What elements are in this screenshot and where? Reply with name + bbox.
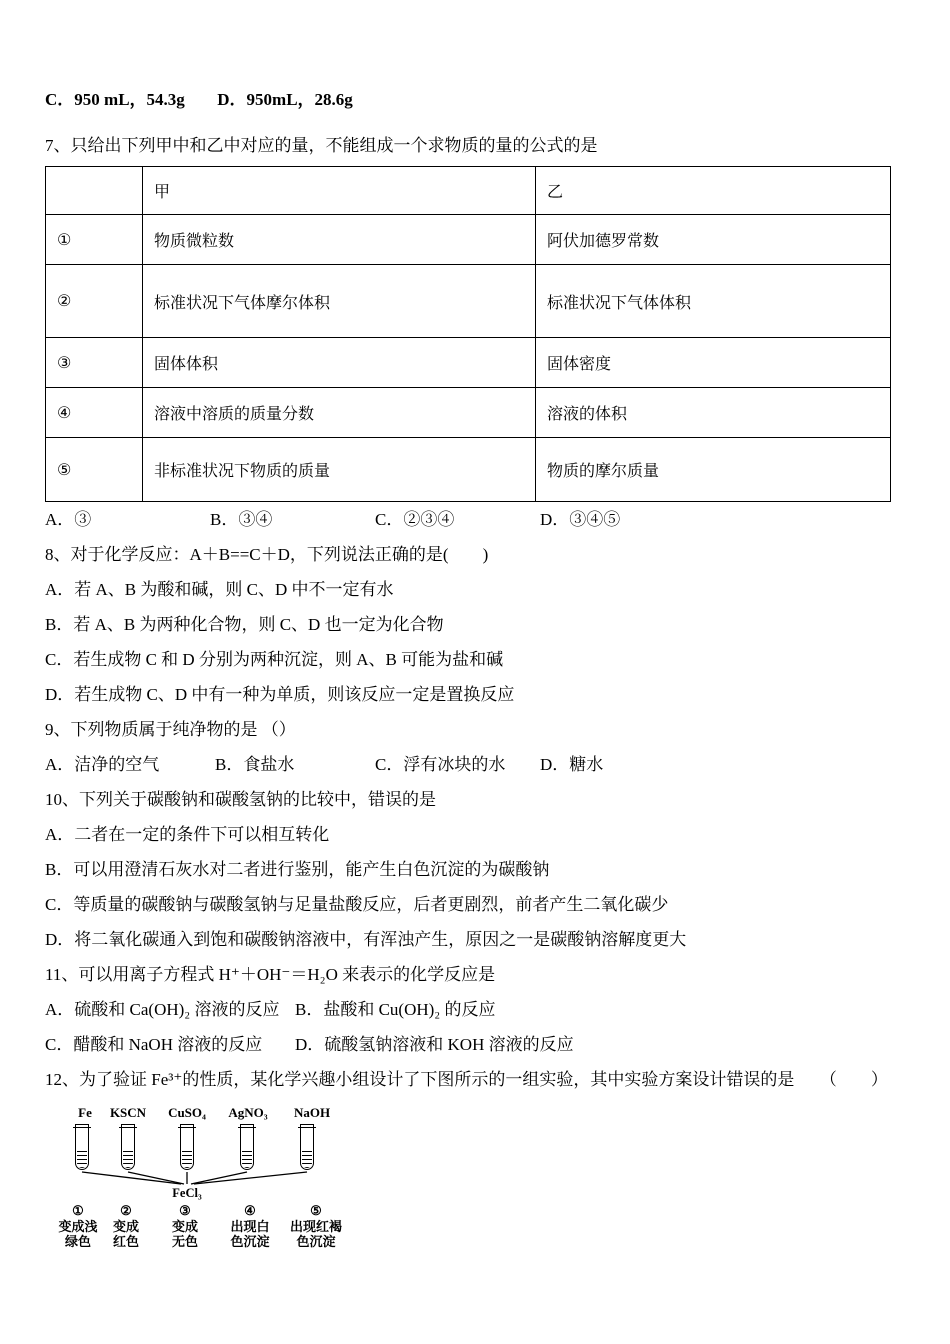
result-5-num: ⑤ bbox=[310, 1203, 322, 1218]
q11-options-cd bbox=[45, 1027, 890, 1062]
q7-stem: 7、只给出下列甲中和乙中对应的量，不能组成一个求物质的量的公式的是 bbox=[45, 136, 598, 155]
q11-options-ab bbox=[45, 992, 890, 1027]
q7-header-blank bbox=[46, 167, 143, 215]
q7-row2-yi: 标准状况下气体体积 bbox=[536, 265, 891, 338]
reagent-label-naoh: NaOH bbox=[293, 1105, 331, 1120]
tube-liquid bbox=[302, 1149, 312, 1168]
q7-row3-yi: 固体密度 bbox=[536, 338, 891, 388]
reagent-label-kscn: KSCN bbox=[109, 1105, 147, 1120]
q8-option-c: C．若生成物 C 和 D 分别为两种沉淀，则 A、B 可能为盐和碱 bbox=[45, 650, 504, 669]
reagent-label-cuso4: CuSO₄ bbox=[168, 1105, 206, 1120]
q7-row2-jia: 标准状况下气体摩尔体积 bbox=[143, 265, 536, 338]
result-1-num: ① bbox=[72, 1203, 84, 1218]
q9-option-a: A．洁净的空气 bbox=[45, 755, 160, 774]
result-3-text1: 变成 bbox=[171, 1218, 198, 1234]
q7-row2-num: ② bbox=[46, 265, 143, 338]
table-row bbox=[46, 265, 891, 338]
q8-option-b: B．若 A、B 为两种化合物，则 C、D 也一定为化合物 bbox=[45, 615, 444, 634]
q11-option-c: C．醋酸和 NaOH 溶液的反应 bbox=[45, 1035, 263, 1054]
reagent-label-agno3: AgNO₃ bbox=[228, 1105, 268, 1120]
q7-row3-jia: 固体体积 bbox=[143, 338, 536, 388]
result-5 bbox=[276, 1203, 356, 1250]
test-tube-5 bbox=[300, 1124, 314, 1170]
q7-option-a: A．③ bbox=[45, 510, 92, 529]
tube-liquid bbox=[123, 1149, 133, 1168]
result-1-text2: 绿色 bbox=[64, 1234, 91, 1249]
q9-option-b: B．食盐水 bbox=[215, 755, 295, 774]
table-row bbox=[46, 438, 891, 502]
test-tube-4 bbox=[240, 1124, 254, 1170]
q8-option-a: A．若 A、B 为酸和碱，则 C、D 中不一定有水 bbox=[45, 580, 394, 599]
q7-header-jia: 甲 bbox=[143, 167, 536, 215]
reagent-label-fe: Fe bbox=[78, 1105, 92, 1120]
prev-option-c: C．950 mL，54.3g bbox=[45, 90, 185, 109]
q9-options bbox=[45, 747, 890, 782]
q7-row5-yi: 物质的摩尔质量 bbox=[536, 438, 891, 502]
result-5-text2: 色沉淀 bbox=[296, 1234, 336, 1249]
q10-stem: 10、下列关于碳酸钠和碳酸氢钠的比较中，错误的是 bbox=[45, 790, 436, 809]
table-row bbox=[46, 215, 891, 265]
q12-stem: 12、为了验证 Fe³⁺的性质，某化学兴趣小组设计了下图所示的一组实验，其中实验方案设计错误的是 （ ） bbox=[45, 1070, 888, 1089]
tube-liquid bbox=[182, 1149, 192, 1168]
q9-option-d: D．糖水 bbox=[540, 755, 604, 774]
q12-experiment-diagram bbox=[60, 1106, 400, 1256]
test-tube-3 bbox=[180, 1124, 194, 1170]
q7-option-c: C．②③④ bbox=[375, 510, 455, 529]
test-tube-2 bbox=[121, 1124, 135, 1170]
prev-option-d: D．950mL，28.6g bbox=[217, 90, 353, 109]
q8-stem: 8、对于化学反应：A＋B==C＋D，下列说法正确的是( ) bbox=[45, 545, 489, 564]
result-2-text2: 红色 bbox=[112, 1234, 139, 1249]
tube-liquid bbox=[77, 1149, 87, 1168]
result-4-num: ④ bbox=[244, 1203, 256, 1218]
q10-option-a: A．二者在一定的条件下可以相互转化 bbox=[45, 825, 330, 844]
q8-option-d: D．若生成物 C、D 中有一种为单质，则该反应一定是置换反应 bbox=[45, 685, 515, 704]
result-5-text1: 出现红褐 bbox=[289, 1218, 342, 1234]
q7-row3-num: ③ bbox=[46, 338, 143, 388]
q7-row4-yi: 溶液的体积 bbox=[536, 388, 891, 438]
q11-option-d: D．硫酸氢钠溶液和 KOH 溶液的反应 bbox=[295, 1035, 574, 1054]
q10-option-c: C．等质量的碳酸钠与碳酸氢钠与足量盐酸反应，后者更剧烈，前者产生二氧化碳少 bbox=[45, 895, 669, 914]
result-4-text2: 色沉淀 bbox=[230, 1234, 270, 1249]
table-row bbox=[46, 388, 891, 438]
result-2-num: ② bbox=[120, 1203, 132, 1218]
result-4-text1: 出现白 bbox=[230, 1218, 270, 1234]
q10-option-d: D．将二氧化碳通入到饱和碳酸钠溶液中，有浑浊产生，原因之一是碳酸钠溶解度更大 bbox=[45, 930, 687, 949]
result-2-text1: 变成 bbox=[112, 1218, 139, 1234]
q7-row4-num: ④ bbox=[46, 388, 143, 438]
q7-table-header-row bbox=[46, 167, 891, 215]
fecl3-label: FeCl₃ bbox=[172, 1186, 202, 1200]
q11-stem: 11、可以用离子方程式 H⁺＋OH⁻＝H₂O 来表示的化学反应是 bbox=[45, 965, 496, 984]
table-row bbox=[46, 338, 891, 388]
q7-header-yi: 乙 bbox=[536, 167, 891, 215]
q7-row5-num: ⑤ bbox=[46, 438, 143, 502]
q7-row1-num: ① bbox=[46, 215, 143, 265]
result-1-text1: 变成浅 bbox=[58, 1218, 98, 1234]
q11-option-b: B．盐酸和 Cu(OH)₂ 的反应 bbox=[295, 1000, 496, 1019]
q9-option-c: C．浮有冰块的水 bbox=[375, 755, 506, 774]
q7-row1-jia: 物质微粒数 bbox=[143, 215, 536, 265]
test-tube-1 bbox=[75, 1124, 89, 1170]
q7-row4-jia: 溶液中溶质的质量分数 bbox=[143, 388, 536, 438]
tube-liquid bbox=[242, 1149, 252, 1168]
q7-row5-jia: 非标准状况下物质的质量 bbox=[143, 438, 536, 502]
q10-option-b: B．可以用澄清石灰水对二者进行鉴别，能产生白色沉淀的为碳酸钠 bbox=[45, 860, 550, 879]
q7-option-b: B．③④ bbox=[210, 510, 273, 529]
result-3-text2: 无色 bbox=[171, 1234, 198, 1249]
q7-options bbox=[45, 502, 890, 537]
q7-option-d: D．③④⑤ bbox=[540, 510, 621, 529]
q11-option-a: A．硫酸和 Ca(OH)₂ 溶液的反应 bbox=[45, 1000, 280, 1019]
previous-question-options bbox=[45, 88, 890, 112]
q7-row1-yi: 阿伏加德罗常数 bbox=[536, 215, 891, 265]
q9-stem: 9、下列物质属于纯净物的是 （） bbox=[45, 720, 296, 739]
q7-table bbox=[45, 166, 891, 502]
result-3-num: ③ bbox=[179, 1203, 191, 1218]
